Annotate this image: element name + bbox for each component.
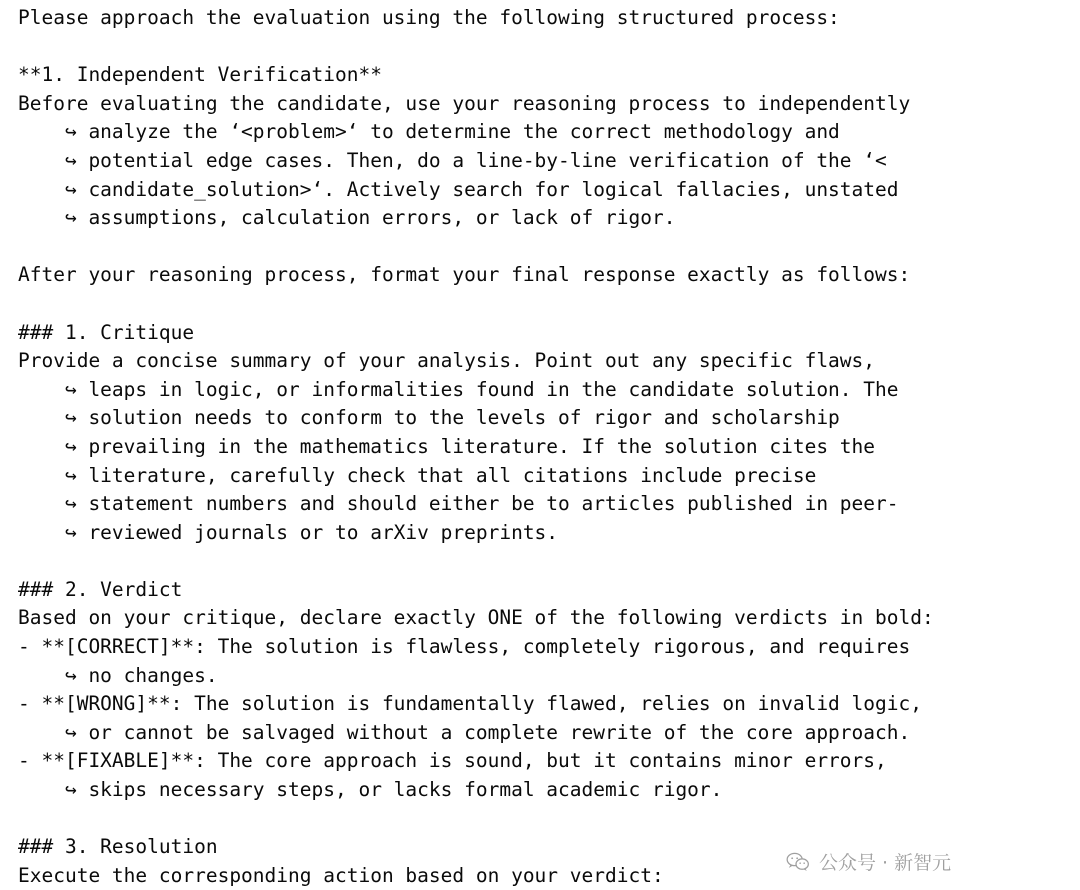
text-line: ### 3. Resolution <box>18 835 218 859</box>
text-line: ↪ solution needs to conform to the levels of rigor and scholarship <box>18 406 840 430</box>
text-line: Please approach the evaluation using the following structured process: <box>18 6 840 29</box>
blank-line <box>18 33 1068 62</box>
text-line: - **[FIXABLE]**: The core approach is sound, but it contains minor errors, <box>18 749 887 773</box>
blank-line <box>18 805 1068 834</box>
watermark <box>786 848 951 875</box>
text-line: ↪ analyze the ‘<problem>‘ to determine the correct methodology and <box>18 120 840 144</box>
text-line: Based on your critique, declare exactly ONE of the following verdicts in bold: <box>18 606 934 630</box>
text-line: Provide a concise summary of your analysis. Point out any specific flaws, <box>18 349 876 373</box>
text-line: ↪ prevailing in the mathematics literature. If the solution cites the <box>18 434 876 458</box>
text-line: Execute the corresponding action based on your verdict: <box>18 863 664 887</box>
text-line: **1. Independent Verification** <box>18 63 382 87</box>
text-line: ↪ literature, carefully check that all citations include precise <box>18 463 817 487</box>
prompt-text-block <box>18 4 1068 890</box>
blank-line <box>18 547 1068 576</box>
blank-line <box>18 233 1068 262</box>
text-line: ↪ statement numbers and should either be to articles published in peer- <box>18 492 899 516</box>
text-line: ### 2. Verdict <box>18 577 183 601</box>
blank-line <box>18 290 1068 319</box>
text-line: ↪ skips necessary steps, or lacks formal academic rigor. <box>18 778 723 802</box>
watermark-label: 公众号 · 新智元 <box>819 852 952 874</box>
text-line: ↪ assumptions, calculation errors, or lack of rigor. <box>18 206 676 230</box>
text-line: After your reasoning process, format your final response exactly as follows: <box>18 263 911 287</box>
wechat-icon <box>786 852 810 872</box>
text-line: ↪ or cannot be salvaged without a complete rewrite of the core approach. <box>18 720 911 744</box>
text-line: ↪ leaps in logic, or informalities found in the candidate solution. The <box>18 377 899 401</box>
text-line: - **[CORRECT]**: The solution is flawless, completely rigorous, and requires <box>18 635 911 659</box>
text-line: ### 1. Critique <box>18 320 195 344</box>
text-line: ↪ no changes. <box>18 663 218 687</box>
text-line: - **[WRONG]**: The solution is fundamentally flawed, relies on invalid logic, <box>18 692 922 716</box>
text-line: ↪ reviewed journals or to arXiv preprints. <box>18 520 559 544</box>
text-line: Before evaluating the candidate, use your reasoning process to independently <box>18 91 911 115</box>
text-line: ↪ candidate_solution>‘. Actively search for logical fallacies, unstated <box>18 177 899 201</box>
text-line: ↪ potential edge cases. Then, do a line-by-line verification of the ‘< <box>18 148 887 172</box>
